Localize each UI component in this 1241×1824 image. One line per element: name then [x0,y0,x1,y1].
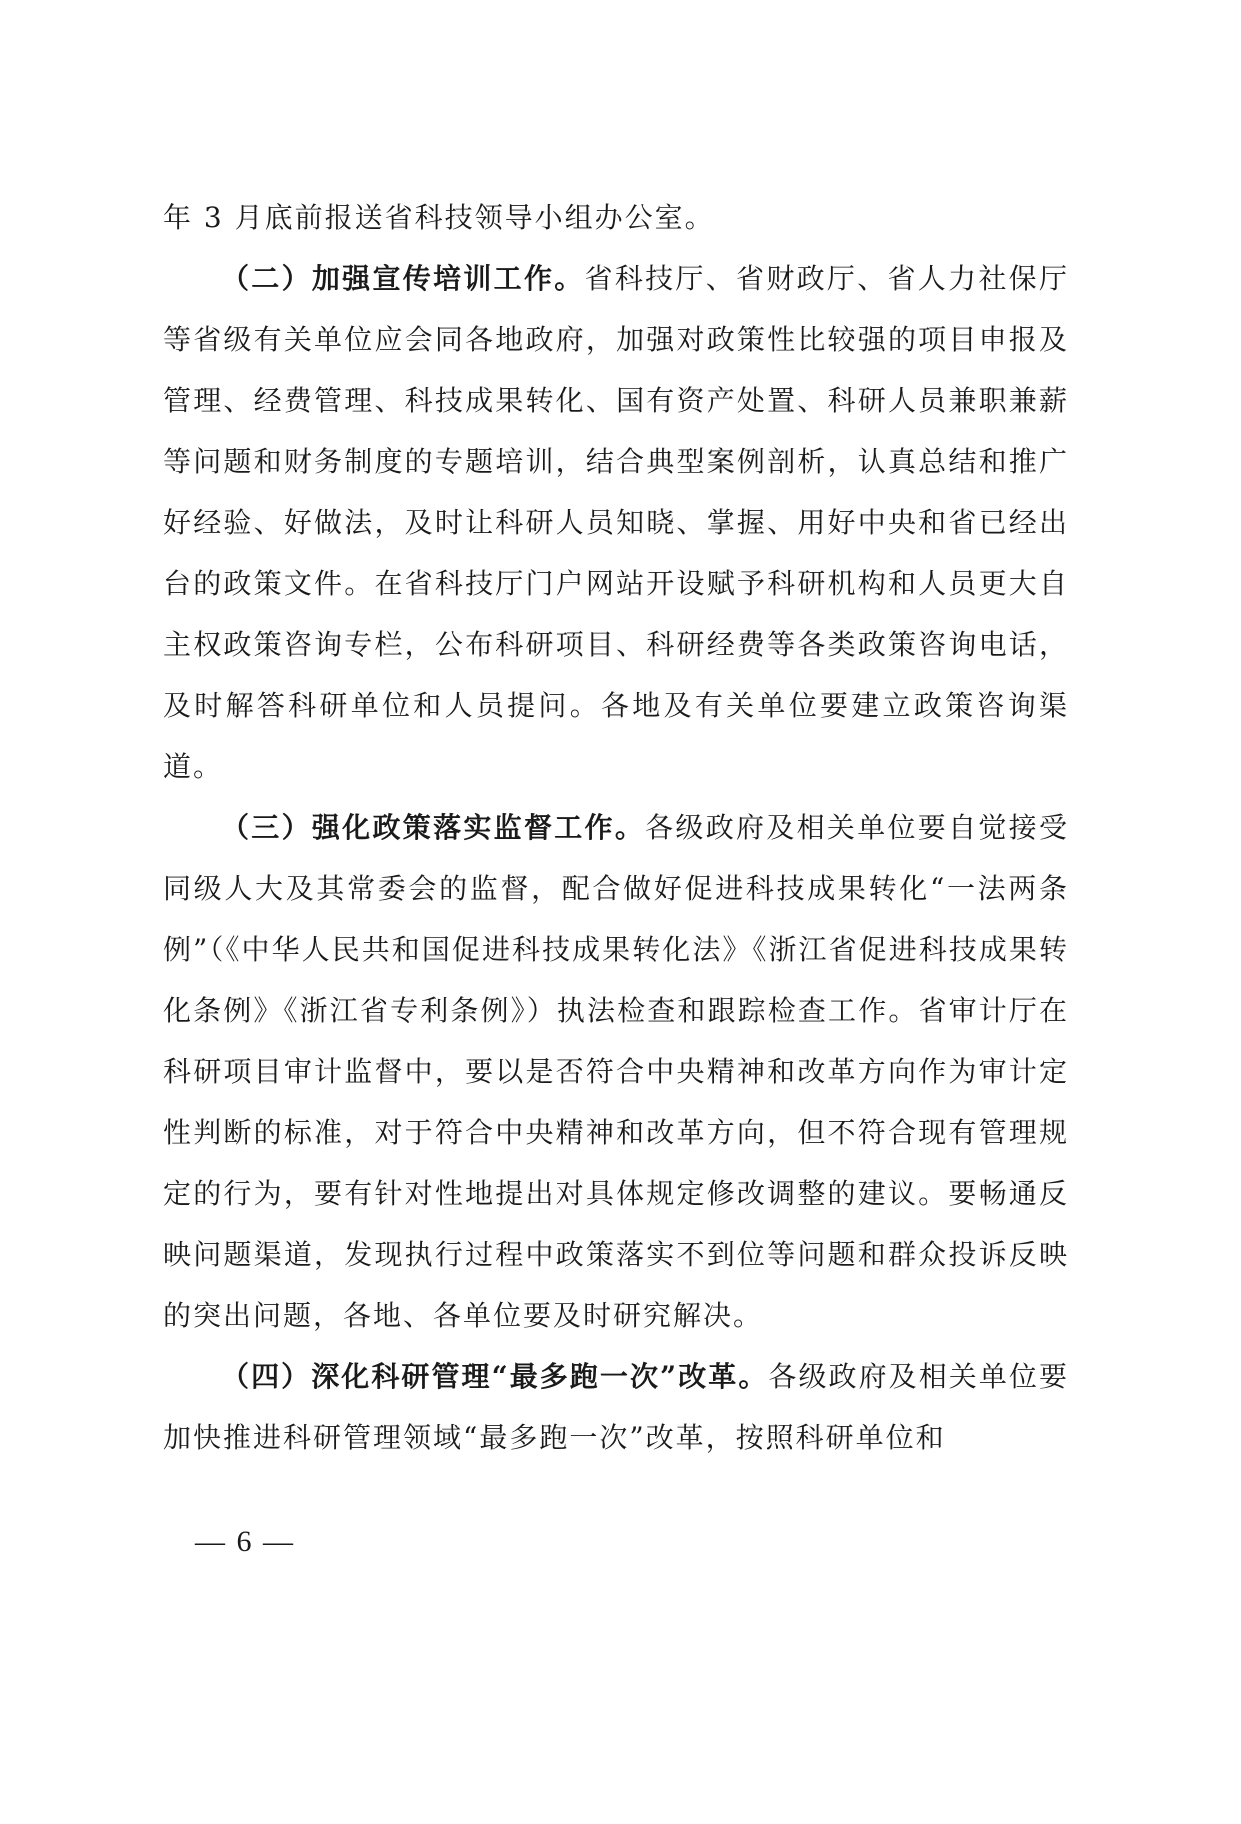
paragraph-reform [163,1346,1069,1468]
paragraph-text: 各级政府及相关单位要加快推进科研管理领域“最多跑一次”改革，按照科研单位和 [163,1360,1069,1454]
page-number: — 6 — [195,1525,295,1558]
paragraph-policy-supervision [163,797,1069,1346]
section-heading: （四）深化科研管理“最多跑一次”改革。 [221,1360,769,1393]
paragraph-continuation [163,187,1069,248]
section-heading: （三）强化政策落实监督工作。 [221,811,646,844]
paragraph-text: 省科技厅、省财政厅、省人力社保厅等省级有关单位应会同各地政府，加强对政策性比较强的项目申报及管理、经费管理、科技成果转化、国有资产处置、科研人员兼职兼薪等问题和财务制度的专题培训，结合典型案例剖析，认真总结和推广好经验、好做法，及时让科研人员知晓、掌握、用好中央和省已经出台的政策文件。在省科技厅门户网站开设赋予科研机构和人员更大自主权政策咨询专栏，公布科研项目、科研经费等各类政策咨询电话，及时解答科研单位和人员提问。各地及有关单位要建立政策咨询渠道。 [163,262,1069,783]
paragraph-text: 各级政府及相关单位要自觉接受同级人大及其常委会的监督，配合做好促进科技成果转化“一法两条例”（《中华人民共和国促进科技成果转化法》《浙江省促进科技成果转化条例》《浙江省专利条例》）执法检查和跟踪检查工作。省审计厅在科研项目审计监督中，要以是否符合中央精神和改革方向作为审计定性判断的标准，对于符合中央精神和改革方向，但不符合现有管理规定的行为，要有针对性地提出对具体规定修改调整的建议。要畅通反映问题渠道，发现执行过程中政策落实不到位等问题和群众投诉反映的突出问题，各地、各单位要及时研究解决。 [163,811,1069,1332]
body-text [163,187,1069,1468]
paragraph-publicity-training [163,248,1069,797]
paragraph-text: 年 3 月底前报送省科技领导小组办公室。 [163,201,715,234]
section-heading: （二）加强宣传培训工作。 [221,262,585,295]
